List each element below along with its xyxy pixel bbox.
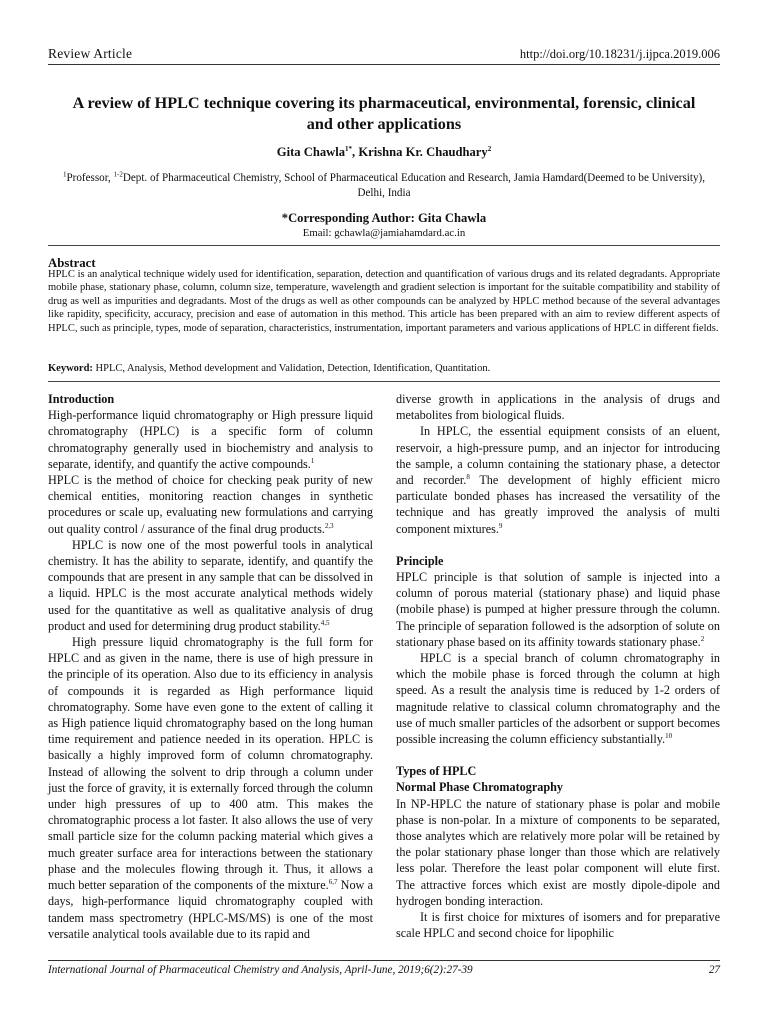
section-heading-types: Types of HPLC [396, 764, 477, 779]
abstract-text: HPLC is an analytical technique widely used for identification, separation, detection and quantification of various drugs and its related degradants. Appropriate mobile phase, stationary phase, column, column size, temperature, wavelength and gradient selection is important for the suitable compatibility and stability of drug as well as impurities and degradants. Most of the drugs as well as other compounds can be analyzed by HPLC method because of the several advantages like rapidity, specificity, accuracy, precision and ease of automation in this method. This article has been prepared with an aim to review different aspects of HPLC, such as principle, types, mode of separation, characteristics, instrumentation, important parameters and various applications of HPLC in different fields. [48, 269, 720, 334]
citation: 2 [700, 634, 705, 643]
article-type-label: Review Article [48, 46, 133, 61]
corresponding-author: *Corresponding Author: Gita Chawla [281, 211, 487, 225]
affiliation-mark: 1-2 [113, 170, 123, 179]
paragraph-text: HPLC is the method of choice for checking peak purity of new chemical entities, monitoring reaction changes in synthetic procedures or scale up, evaluating new formulations and carrying out quality control / assurance of the final drug products. [48, 473, 373, 536]
paragraph-text: The development of highly efficient micro particulate bonded phases has increased the versatility of the technique and has greatly improved the analysis of multi component mixtures. [396, 473, 721, 536]
paragraph-text: HPLC is now one of the most powerful tools in analytical chemistry. It has the ability to separate, identify, and quantify the compounds that are present in any sample that can be dissolved in a liquid. HPLC is the most accurate analytical methods widely used for the quantitative as well as qualitative analysis of drug product and used for determining drug product stability. [48, 537, 373, 633]
paragraph-text: High pressure liquid chromatography is the full form for HPLC and as given in the name, there is use of high pressure in the principle of its operation. Also due to its efficiency in analysis of compounds it is regarded as High performance liquid chromatography. Some have even gone to the extent of calling it as High patience liquid chromatography based on the long human time requirement and patience needed in its operation. HPLC is basically a highly improved form of column chromatography. Instead of allowing the solvent to drip through a column under just the force of gravity, it is externally forced through the column under high pressures of up to 400 atm. This makes the chromatographic process a lot faster. It also allows the use of very small particle size for the column packing material which gives a much greater surface area for interactions between the stationary phase and the molecules flowing through it. Thus, it allows a much better separation of the components of the mixture. [48, 635, 373, 893]
paragraph-text: HPLC principle is that solution of sample is injected into a column of porous material (stationary phase) and liquid phase (mobile phase) is pumped at higher pressure through the column. The principle of separation followed is the adsorption of solute on stationary phase based on its affinity towards stationary phase. [396, 570, 720, 649]
page-number: 27 [708, 964, 720, 976]
affiliation-text: Dept. of Pharmaceutical Chemistry, School of Pharmaceutical Education and Research, Jamia Hamdard(Deemed to be University), Delhi, India [122, 172, 705, 199]
author-affiliation-mark: 1* [345, 144, 353, 153]
abstract-top-divider [48, 245, 720, 246]
affiliation-mark: 1 [63, 170, 67, 179]
right-column [396, 391, 720, 942]
citation: 8 [466, 472, 470, 481]
paragraph: It is first choice for mixtures of isomers and for preparative scale HPLC and second choice for lipophilic [396, 910, 720, 941]
abstract-heading: Abstract [48, 256, 96, 270]
section-heading-introduction: Introduction [48, 392, 115, 406]
left-column [48, 391, 373, 942]
paragraph [48, 407, 373, 472]
paragraph: In NP-HPLC the nature of stationary phase is polar and mobile phase is non-polar. In a mixture of components to be separated, those analytes which are relatively more polar will be retained by the polar stationary phase longer than those which are relatively less polar. Therefore the least polar component will elute first. The attractive forces which exist are mostly dipole-dipole and hydrogen bonding interaction. [396, 796, 720, 908]
paragraph [396, 423, 720, 536]
header-divider [48, 64, 720, 65]
paragraph-text: Now a days, high-performance liquid chromatography coupled with tandem mass spectrometry (HPLC-MS/MS) is one of the most versatile analytical tools available due to its rapid and [48, 878, 374, 941]
author-name: Krishna Kr. Chaudhary [358, 145, 488, 159]
footer-divider [48, 960, 720, 961]
paragraph: diverse growth in applications in the analysis of drugs and metabolites from biological fluids. [396, 392, 720, 423]
paragraph-spacer [396, 747, 720, 763]
abstract-bottom-divider [48, 381, 720, 382]
author-affiliation-mark: 2 [487, 144, 492, 153]
citation: 1 [310, 456, 315, 465]
paragraph [48, 634, 373, 942]
paragraph [48, 537, 373, 634]
section-heading-principle: Principle [396, 553, 444, 568]
subsection-heading-normal-phase: Normal Phase Chromatography [396, 780, 564, 795]
journal-citation: International Journal of Pharmaceutical Chemistry and Analysis, April-June, 2019;6(2):27-39 [48, 964, 473, 976]
paragraph-spacer [396, 537, 720, 553]
paper-title: A review of HPLC technique covering its pharmaceutical, environmental, forensic, clinical and other applications [72, 94, 696, 133]
author-separator: , [352, 145, 359, 159]
affiliation-text: Professor, [66, 172, 114, 184]
author-email[interactable]: Email: gchawla@jamiahamdard.ac.in [302, 227, 466, 239]
affiliation [48, 171, 720, 200]
keyword-list: HPLC, Analysis, Method development and Validation, Detection, Identification, Quantitation. [92, 363, 491, 374]
keywords [48, 363, 720, 374]
citation: 2,3 [324, 521, 334, 530]
author-list [48, 145, 720, 160]
paragraph [396, 650, 720, 747]
paragraph-text: High-performance liquid chromatography or High pressure liquid chromatography (HPLC) is a specific form of column chromatography generally used in biochemistry and analysis to separate, identify, and quantify the active compounds. [48, 408, 373, 471]
citation: 4,5 [320, 618, 330, 627]
citation: 9 [498, 521, 503, 530]
paragraph-text: HPLC is a special branch of column chromatography in which the mobile phase is forced through the column at high speed. As a result the analysis time is reduced by 1-2 orders of magnitude relative to classical column chromatography and the use of much smaller particles of the adsorbent or support becomes possible increasing the column efficiency substantially. [396, 651, 720, 747]
doi-link[interactable]: http://doi.org/10.18231/j.ijpca.2019.006 [519, 47, 720, 61]
paragraph-text: In HPLC, the essential equipment consists of an eluent, reservoir, a high-pressure pump, and an injector for introducing the sample, a column containing the stationary phase, a detector and recorder. [396, 424, 720, 488]
author-name: Gita Chawla [276, 145, 346, 159]
citation: 10 [665, 732, 673, 740]
keyword-label: Keyword: [48, 363, 93, 374]
citation: 6,7 [328, 878, 338, 887]
paragraph [396, 569, 720, 650]
paragraph [48, 472, 373, 537]
